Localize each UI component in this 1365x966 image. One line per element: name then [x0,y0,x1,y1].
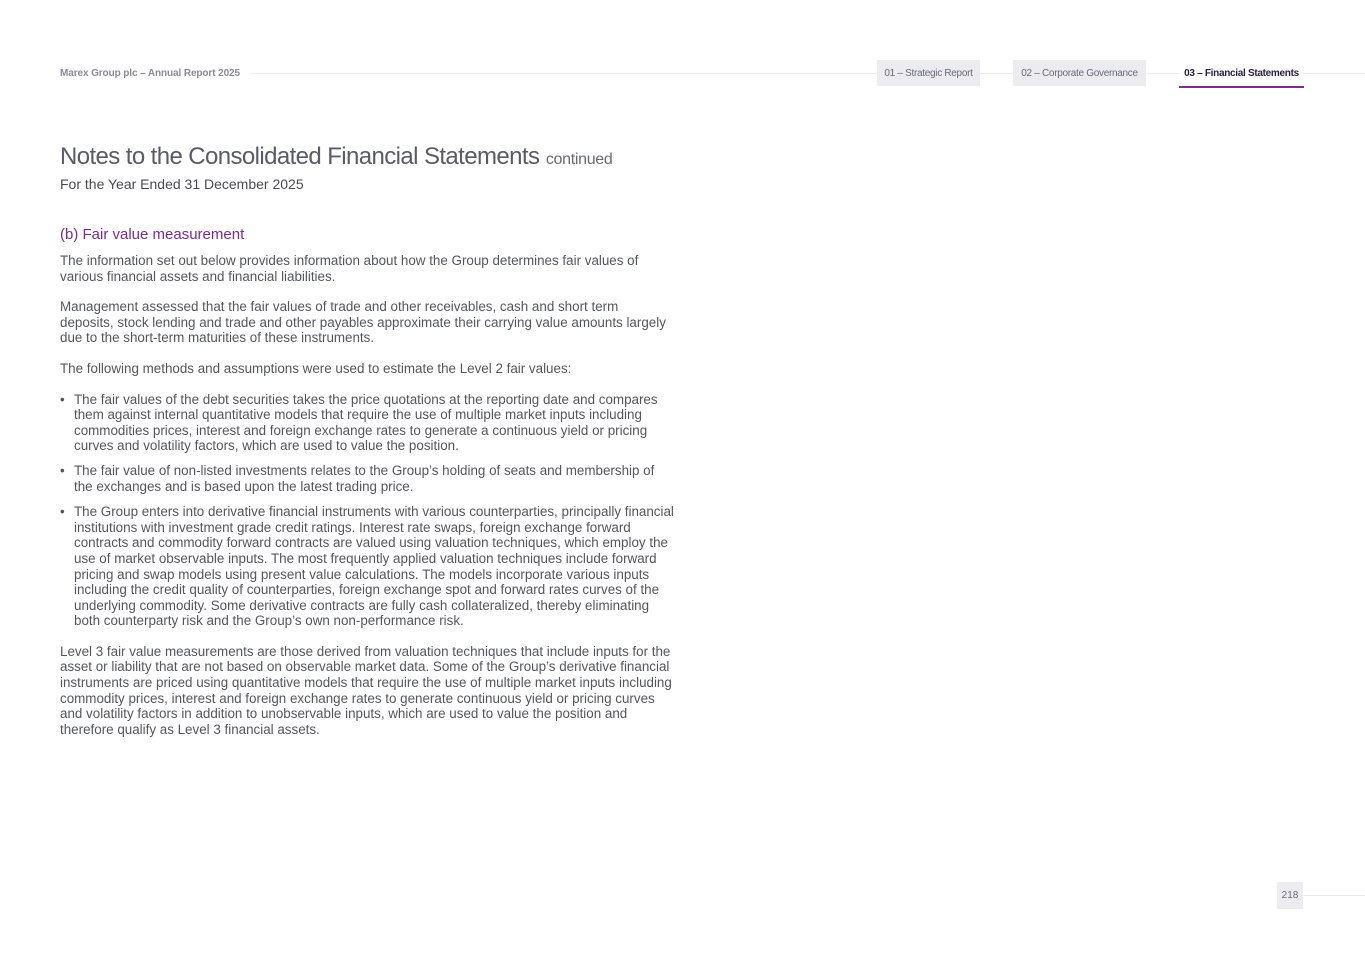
page-subtitle: For the Year Ended 31 December 2025 [60,176,304,192]
body-content [60,253,675,752]
paragraph: The following methods and assumptions were used to estimate the Level 2 fair values: [60,360,572,376]
bullet-dot: • [60,504,65,520]
paragraph: Level 3 fair value measurements are those derived from valuation techniques that include inputs for the asset or liability that are not based on observable market data. Some of the Group’s derivative financial instruments are priced using quantitative models that require the use of multiple market inputs including commodity prices, interest and foreign exchange rates to generate continuous yield or pricing curves and volatility factors in addition to unobservable inputs, which are used to value the position and therefore qualify as Level 3 financial assets. [60,643,672,737]
bullet-dot: • [60,463,65,479]
page-number: 218 [1277,882,1303,909]
footer-rule [1302,895,1365,896]
tab-financial-statements[interactable]: 03 – Financial Statements [1179,60,1304,88]
page-title-continued: continued [545,151,613,168]
paragraph: The information set out below provides information about how the Group determines fair values of various financial assets and financial liabilities. [60,253,639,284]
bullet-list [60,392,675,629]
tab-corporate-governance[interactable]: 02 – Corporate Governance [1013,60,1146,86]
list-item [60,392,675,454]
report-brand: Marex Group plc – Annual Report 2025 [60,68,248,79]
page-title-block [60,143,613,171]
bullet-dot: • [60,391,65,407]
list-item-text: The fair values of the debt securities takes the price quotations at the reporting date and compares them against internal quantitative models that require the use of multiple market inputs including commodities prices, interest and foreign exchange rates to generate a continuous yield or pricing curves and volatility factors, which are used to value the position. [74,391,658,454]
tab-strategic-report[interactable]: 01 – Strategic Report [877,60,980,86]
list-item-text: The Group enters into derivative financial instruments with various counterparties, principally financial institutions with investment grade credit ratings. Interest rate swaps, foreign exchange forward contracts and commodity forward contracts are valued using valuation techniques, which employ the use of market observable inputs. The most frequently applied valuation techniques include forward pricing and swap models using present value calculations. The models incorporate various inputs including the credit quality of counterparties, foreign exchange spot and forward rates curves of the underlying commodity. Some derivative contracts are fully cash collateralized, thereby eliminating both counterparty risk and the Group’s own non-performance risk. [74,504,674,629]
section-heading: (b) Fair value measurement [60,226,245,243]
page-title: Notes to the Consolidated Financial Statements [60,143,540,170]
list-item [60,504,675,629]
list-item-text: The fair value of non-listed investments relates to the Group’s holding of seats and membership of the exchanges and is based upon the latest trading price. [74,463,655,495]
list-item [60,463,675,494]
paragraph: Management assessed that the fair values of trade and other receivables, cash and short term deposits, stock lending and trade and other payables approximate their carrying value amounts largely due to the short-term maturities of these instruments. [60,299,666,346]
